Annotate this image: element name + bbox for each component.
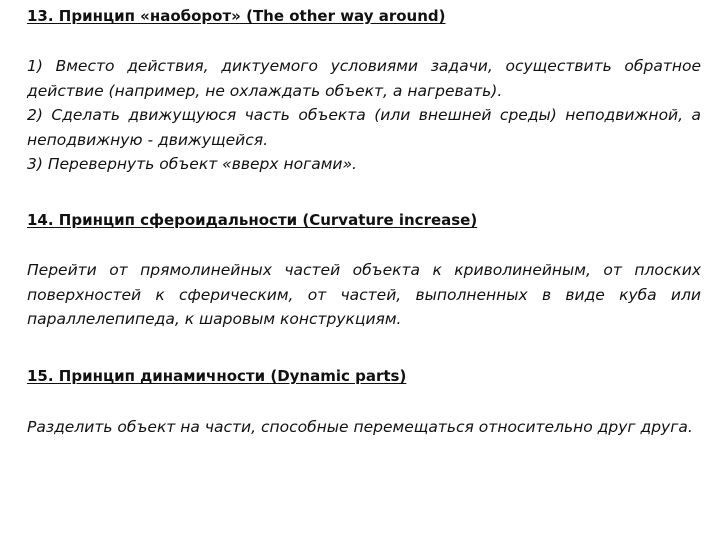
section-14-body bbox=[27, 258, 701, 332]
section-13-line-3: 2) Сделать движущуюся часть объекта (или внешней среды) неподвижной, а bbox=[27, 106, 701, 124]
section-14-line-1: Перейти от прямолинейных частей объекта к криволинейным, от плоских bbox=[27, 261, 701, 279]
section-13-line-5: 3) Перевернуть объект «вверх ногами». bbox=[27, 155, 357, 173]
section-13-heading: 13. Принцип «наоборот» (The other way around) bbox=[27, 7, 446, 25]
section-13-line-4: неподвижную - движущейся. bbox=[27, 130, 269, 149]
section-15-body bbox=[27, 415, 701, 440]
section-14-line-3: параллелепипеда, к шаровым конструкциям. bbox=[27, 310, 402, 328]
section-15-line-1: Разделить объект на части, способные перемещаться относительно друг друга. bbox=[27, 418, 693, 436]
section-13-line-2: действие (например, не охлаждать объект, а нагревать). bbox=[27, 81, 503, 100]
section-14-line-2: поверхностей к сферическим, от частей, выполненных в виде куба или bbox=[27, 285, 701, 304]
section-14-heading: 14. Принцип сфероидальности (Curvature increase) bbox=[27, 211, 478, 229]
section-13-line-1: 1) Вместо действия, диктуемого условиями задачи, осуществить обратное bbox=[27, 57, 701, 75]
section-13-body bbox=[27, 54, 701, 177]
section-15-heading: 15. Принцип динамичности (Dynamic parts) bbox=[27, 367, 407, 385]
